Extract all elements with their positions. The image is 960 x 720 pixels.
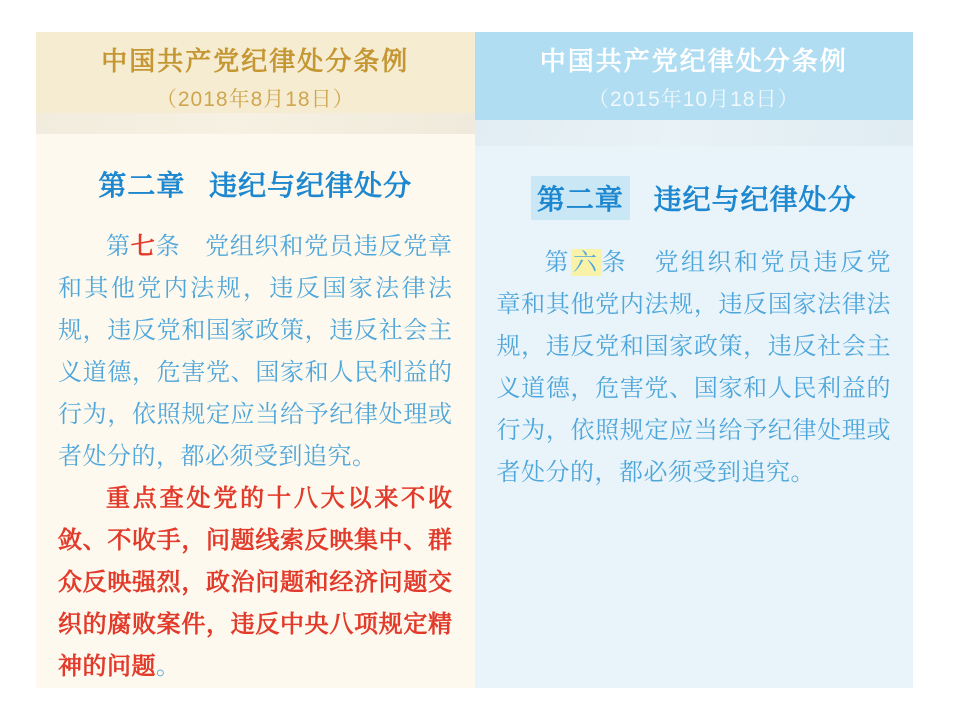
emphasis-trailing-period: 。 bbox=[156, 653, 181, 680]
article-number-yellow-highlight: 六 bbox=[573, 249, 600, 276]
panel-2018-header bbox=[36, 32, 475, 113]
regulation-date-2015: （2015年10月18日） bbox=[588, 88, 800, 111]
chapter-number-2018: 第二章 bbox=[98, 170, 186, 201]
panel-2018-version bbox=[36, 32, 475, 688]
emphasis-paragraph-2018 bbox=[58, 478, 453, 688]
panel-2015-content bbox=[475, 146, 914, 688]
regulation-title-2018: 中国共产党纪律处分条例 bbox=[101, 46, 410, 76]
article-paragraph-2015 bbox=[497, 242, 892, 494]
chapter-heading-2015 bbox=[497, 176, 892, 220]
regulation-date-2018: （2018年8月18日） bbox=[155, 88, 355, 111]
chapter-heading-2018 bbox=[58, 164, 453, 204]
chapter-title-2015: 违纪与纪律处分 bbox=[653, 184, 857, 215]
emphasis-text: 重点查处党的十八大以来不收敛、不收手，问题线索反映集中、群众反映强烈，政治问题和经济问题交织的腐败案件，违反中央八项规定精神的问题 bbox=[58, 485, 453, 680]
article-number-red-highlight: 七 bbox=[130, 233, 156, 260]
article-text-2018: 党组织和党员违反党章和其他党内法规，违反国家法律法规，违反党和国家政策，违反社会主义道德，危害党、国家和人民利益的行为，依照规定应当给予纪律处理或者处分的，都必须受到追究。 bbox=[58, 233, 453, 470]
panel-2015-header bbox=[475, 32, 914, 120]
comparison-panels bbox=[36, 32, 913, 688]
header-fade-band-left bbox=[36, 113, 475, 134]
article-label-pre: 第 bbox=[106, 233, 131, 260]
panel-2018-content bbox=[36, 134, 475, 688]
chapter-title-2018: 违纪与纪律处分 bbox=[209, 170, 413, 201]
article-label-pre: 第 bbox=[544, 249, 571, 276]
header-fade-band-right bbox=[475, 120, 914, 146]
panel-2015-version bbox=[475, 32, 914, 688]
article-label-post: 条 bbox=[155, 233, 181, 260]
chapter-number-2015-highlight: 第二章 bbox=[531, 176, 630, 220]
article-paragraph-2018 bbox=[58, 226, 453, 478]
article-label-post: 条 bbox=[601, 249, 628, 276]
regulation-title-2015: 中国共产党纪律处分条例 bbox=[539, 46, 848, 76]
article-text-2015: 党组织和党员违反党章和其他党内法规，违反国家法律法规，违反党和国家政策，违反社会主义道德，危害党、国家和人民利益的行为，依照规定应当给予纪律处理或者处分的，都必须受到追究。 bbox=[496, 249, 891, 486]
